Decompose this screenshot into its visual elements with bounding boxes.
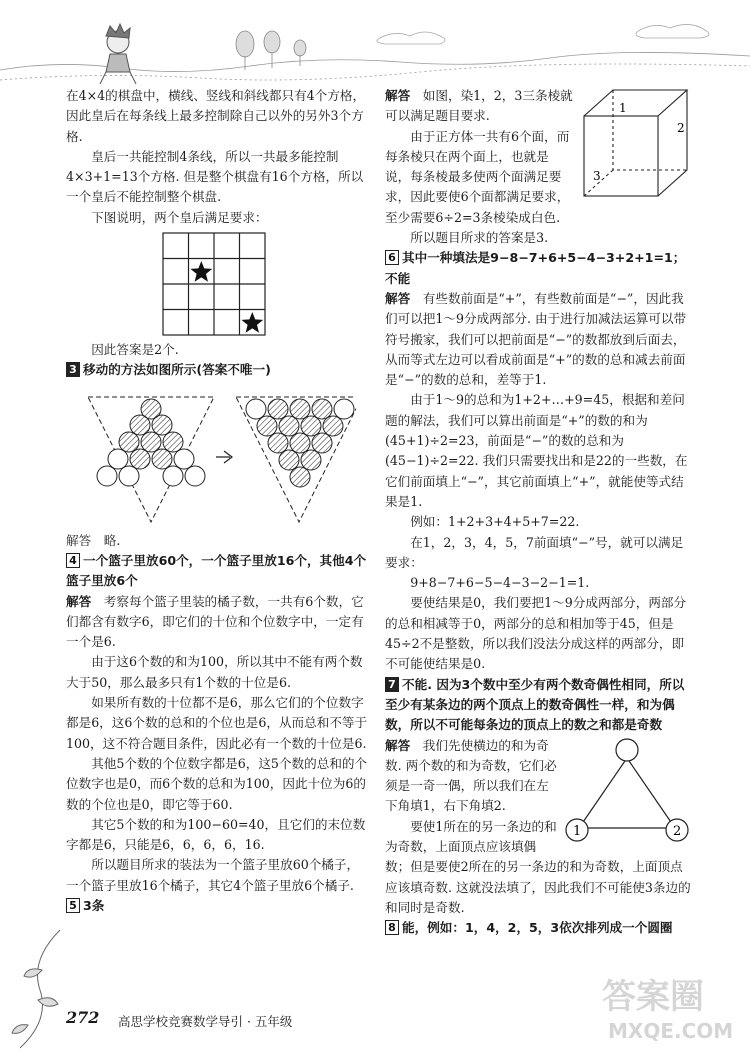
triangle-figure [563,736,691,848]
left-column [66,86,368,916]
paragraph: 由于这6个数的和为100，所以其中不能有两个数大于50，那么最多只有1个数的十位是6. [66,654,363,690]
header-decoration [0,0,750,95]
question-8-heading: 8 能，例如：1，4，2，5，3依次排列成一个圆圈 [385,918,691,938]
answer-label: 解答 [385,290,411,306]
answer-label: 解答 [385,88,411,103]
cube-figure [579,86,691,204]
tree-icons [236,31,306,70]
cube-label: 1 [619,101,627,115]
answer-label: 解答 [66,593,92,609]
paragraph: 所以题目所求的装法为一个篮子里放60个橘子，一个篮子里放16个橘子，其它4个篮子里放6个橘子. [66,857,360,893]
question-number: 6 [385,250,399,265]
paragraph: 其他5个数的个位数字都是6，这5个数的总和的个位数字也是0，而6个数的总和为100，因此十位为6的数的个位也是0，即它等于60. [66,755,368,812]
paragraph: 如果所有数的十位都不是6，那么它们的个位数字都是6，这6个数的总和的个位也是6，从而总和不等于100，这不符合题目条件，因此必有一个数的十位是6. [66,695,368,751]
svg-text:答案圈: 答案圈 [602,977,704,1017]
vine-decoration [0,930,70,1050]
right-column [385,86,691,938]
book-title: 高思学校竞赛数学导引 · 五年级 [118,1014,293,1029]
paragraph: 由于正方体一共有6个面，而每条棱只在两个面上，也就是说，每条棱最多使两个面满足要求，因此要使6个面都满足要求，至少需要6÷2=3条棱染成白色. [385,128,570,225]
question-4-heading: 4 一个篮子里放60个，一个篮子里放16个，其他4个篮子里放6个 [66,552,367,589]
paragraph: 由于1～9的总和为1+2+…+9=45，根据和差问题的解法，我们可以算出前面是“+”的数的和为(45+1)÷2=23，前面是“−”的数的总和为(45−1)÷2=22. 我们只需要找出和是22的一些数，在它们前面填上“−”，其它前面填上“+”，就能使等式结果是1. [385,392,688,509]
paragraph: 例如：1+2+3+4+5+7=22. [410,514,580,530]
paragraph: 所以题目所求的答案是3. [410,230,549,246]
arrow-right-icon [216,451,232,463]
question-3-heading: 3 移动的方法如图所示(答案不唯一) [66,360,368,380]
cube-label: 3 [593,169,601,183]
svg-text:MXQE.COM: MXQE.COM [608,1019,734,1043]
question-number: 3 [66,362,80,377]
question-7-heading: 7 不能. 因为3个数中至少有两个数奇偶性相同，所以至少有某条边的两个顶点上的数奇偶性一样，和为偶数，所以不可能每条边的顶点上的数之和都是奇数 [385,676,685,733]
question-number: 4 [66,553,80,568]
paragraph: 因此答案是2个. [91,342,179,358]
question-number: 7 [385,677,399,692]
paragraph: 如图，染1，2，3三条棱就可以满足题目要求. [385,88,573,124]
page-number: 272 [66,1008,100,1027]
question-5-heading: 5 3条 [66,896,368,916]
question-number: 5 [66,898,80,913]
circle-triangle-figure [66,387,356,527]
cube-label: 2 [677,121,685,135]
paragraph: 要使1所在的另一条边的和为奇数，上面顶点应该填偶数；但是要使2所在的另一条边的和为奇数，上面顶点应该填奇数. 这就没法填了，因此我们不可能使3条边的和同时是奇数. [385,818,691,915]
paragraph: 我们先使横边的和为奇数. 两个数的和为奇数，它们必须是一奇一偶，所以我们在左下角填1，右下角填2. [385,737,557,814]
paragraph: 有些数前面是“+”，有些数前面是“−”，因此我们可以把1～9分成两部分. 由于进行加减法运算可以带符号搬家，我们可以把前面是“−”的数都放到后面去，从而等式左边可以看成前面是“+”的数的总和减去前面是“−”的数的总和，差等于1. [385,290,687,388]
answer-line: 解答 略. [66,532,121,548]
paragraph: 在1，2，3，4，5，7前面填“−”号，就可以满足要求： [385,534,684,570]
question-6-heading: 6 其中一种填法是9−8−7+6+5−4−3+2+1=1；不能 [385,250,686,286]
chessboard-figure [162,232,266,336]
triangle-label: 2 [673,823,682,839]
triangle-label: 1 [573,823,582,839]
paragraph: 其它5个数的和为100−60=40，且它们的末位数字都是6，只能是6，6，6，6，16. [66,816,366,853]
paragraph: 在4×4的棋盘中，横线、竖线和斜线都只有4个方格，因此皇后在每条线上最多控制除自己以外的另外3个方格. [66,88,366,144]
paragraph: 考察每个篮子里装的橘子数，一共有6个数，它们都含有数字6，即它们的十位和个位数字中，一定有一个是6. [66,593,364,650]
watermark-logo [592,966,742,1046]
equation: 9+8−7+6−5−4−3−2−1=1. [410,575,590,591]
paragraph: 下图说明，两个皇后满足要求： [91,209,268,225]
boy-illustration [100,24,136,84]
paragraph: 要使结果是0，我们要把1～9分成两部分，两部分的总和相减等于0，两部分的总和相加等于45，但是45÷2不是整数，所以我们没法分成这样的两部分，即不可能使结果是0. [385,595,687,672]
paragraph: 皇后一共能控制4条线，所以一共最多能控制4×3+1=13个方格. 但是整个棋盘有16个方格，所以一个皇后不能控制整个棋盘. [66,148,364,205]
answer-label: 解答 [385,737,411,753]
question-number: 8 [385,920,399,935]
